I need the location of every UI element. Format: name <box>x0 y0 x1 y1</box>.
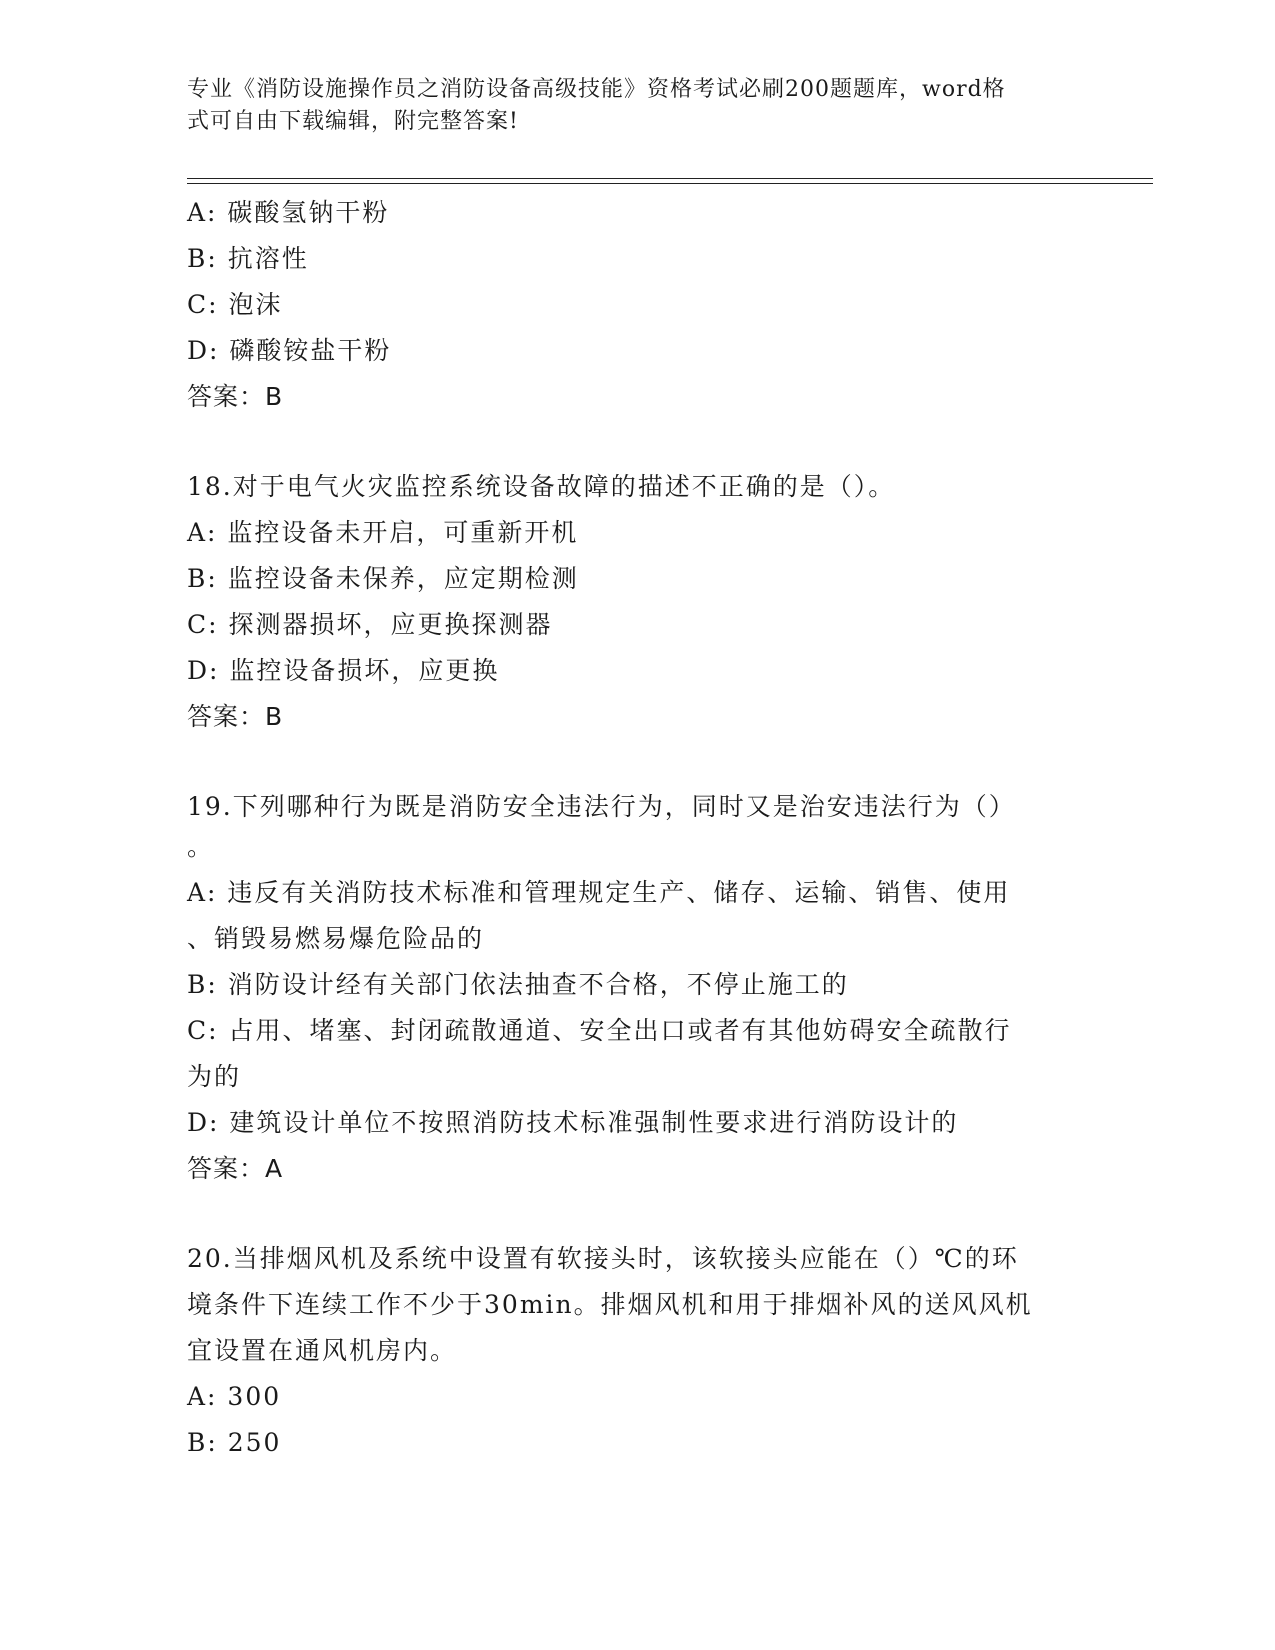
question-19 <box>187 784 1087 1192</box>
option-a: A: 碳酸氢钠干粉 <box>187 198 390 227</box>
option-c-continued: 为的 <box>187 1062 242 1091</box>
question-text-continued: 。 <box>187 832 215 861</box>
option-a: A: 300 <box>187 1382 282 1411</box>
option-b: B: 抗溶性 <box>187 244 309 273</box>
option-d: D: 磷酸铵盐干粉 <box>187 336 392 365</box>
option-a-continued: 、销毁易燃易爆危险品的 <box>187 924 485 953</box>
header-divider-bottom <box>187 183 1153 184</box>
option-c: C: 泡沫 <box>187 290 283 319</box>
option-b: B: 监控设备未保养，应定期检测 <box>187 564 579 593</box>
document-header <box>187 74 1067 138</box>
option-b: B: 消防设计经有关部门依法抽查不合格，不停止施工的 <box>187 970 849 999</box>
question-text-continued: 境条件下连续工作不少于30min。排烟风机和用于排烟补风的送风风机 <box>187 1290 1033 1319</box>
question-18 <box>187 464 1087 740</box>
header-line-2: 式可自由下载编辑，附完整答案! <box>187 109 519 134</box>
option-b: B: 250 <box>187 1428 282 1457</box>
option-c: C: 占用、堵塞、封闭疏散通道、安全出口或者有其他妨碍安全疏散行 <box>187 1016 1012 1045</box>
answer-line: 答案：B <box>187 382 284 411</box>
answer-line: 答案：B <box>187 702 284 731</box>
option-d: D: 建筑设计单位不按照消防技术标准强制性要求进行消防设计的 <box>187 1108 959 1137</box>
option-a: A: 违反有关消防技术标准和管理规定生产、储存、运输、销售、使用 <box>187 878 1011 907</box>
question-text: 20.当排烟风机及系统中设置有软接头时，该软接头应能在（）℃的环 <box>187 1244 1019 1273</box>
header-line-1: 专业《消防设施操作员之消防设备高级技能》资格考试必刷200题题库，word格 <box>187 77 1006 102</box>
option-d: D: 监控设备损坏，应更换 <box>187 656 500 685</box>
question-text: 19.下列哪种行为既是消防安全违法行为，同时又是治安违法行为（） <box>187 792 1016 821</box>
option-a: A: 监控设备未开启，可重新开机 <box>187 518 579 547</box>
answer-line: 答案：A <box>187 1154 284 1183</box>
header-divider-top <box>187 178 1153 179</box>
question-17 <box>187 190 1087 420</box>
question-list <box>187 190 1087 1466</box>
question-text-continued: 宜设置在通风机房内。 <box>187 1336 458 1365</box>
question-text: 18.对于电气火灾监控系统设备故障的描述不正确的是（）。 <box>187 472 896 501</box>
question-20 <box>187 1236 1087 1466</box>
option-c: C: 探测器损坏，应更换探测器 <box>187 610 553 639</box>
